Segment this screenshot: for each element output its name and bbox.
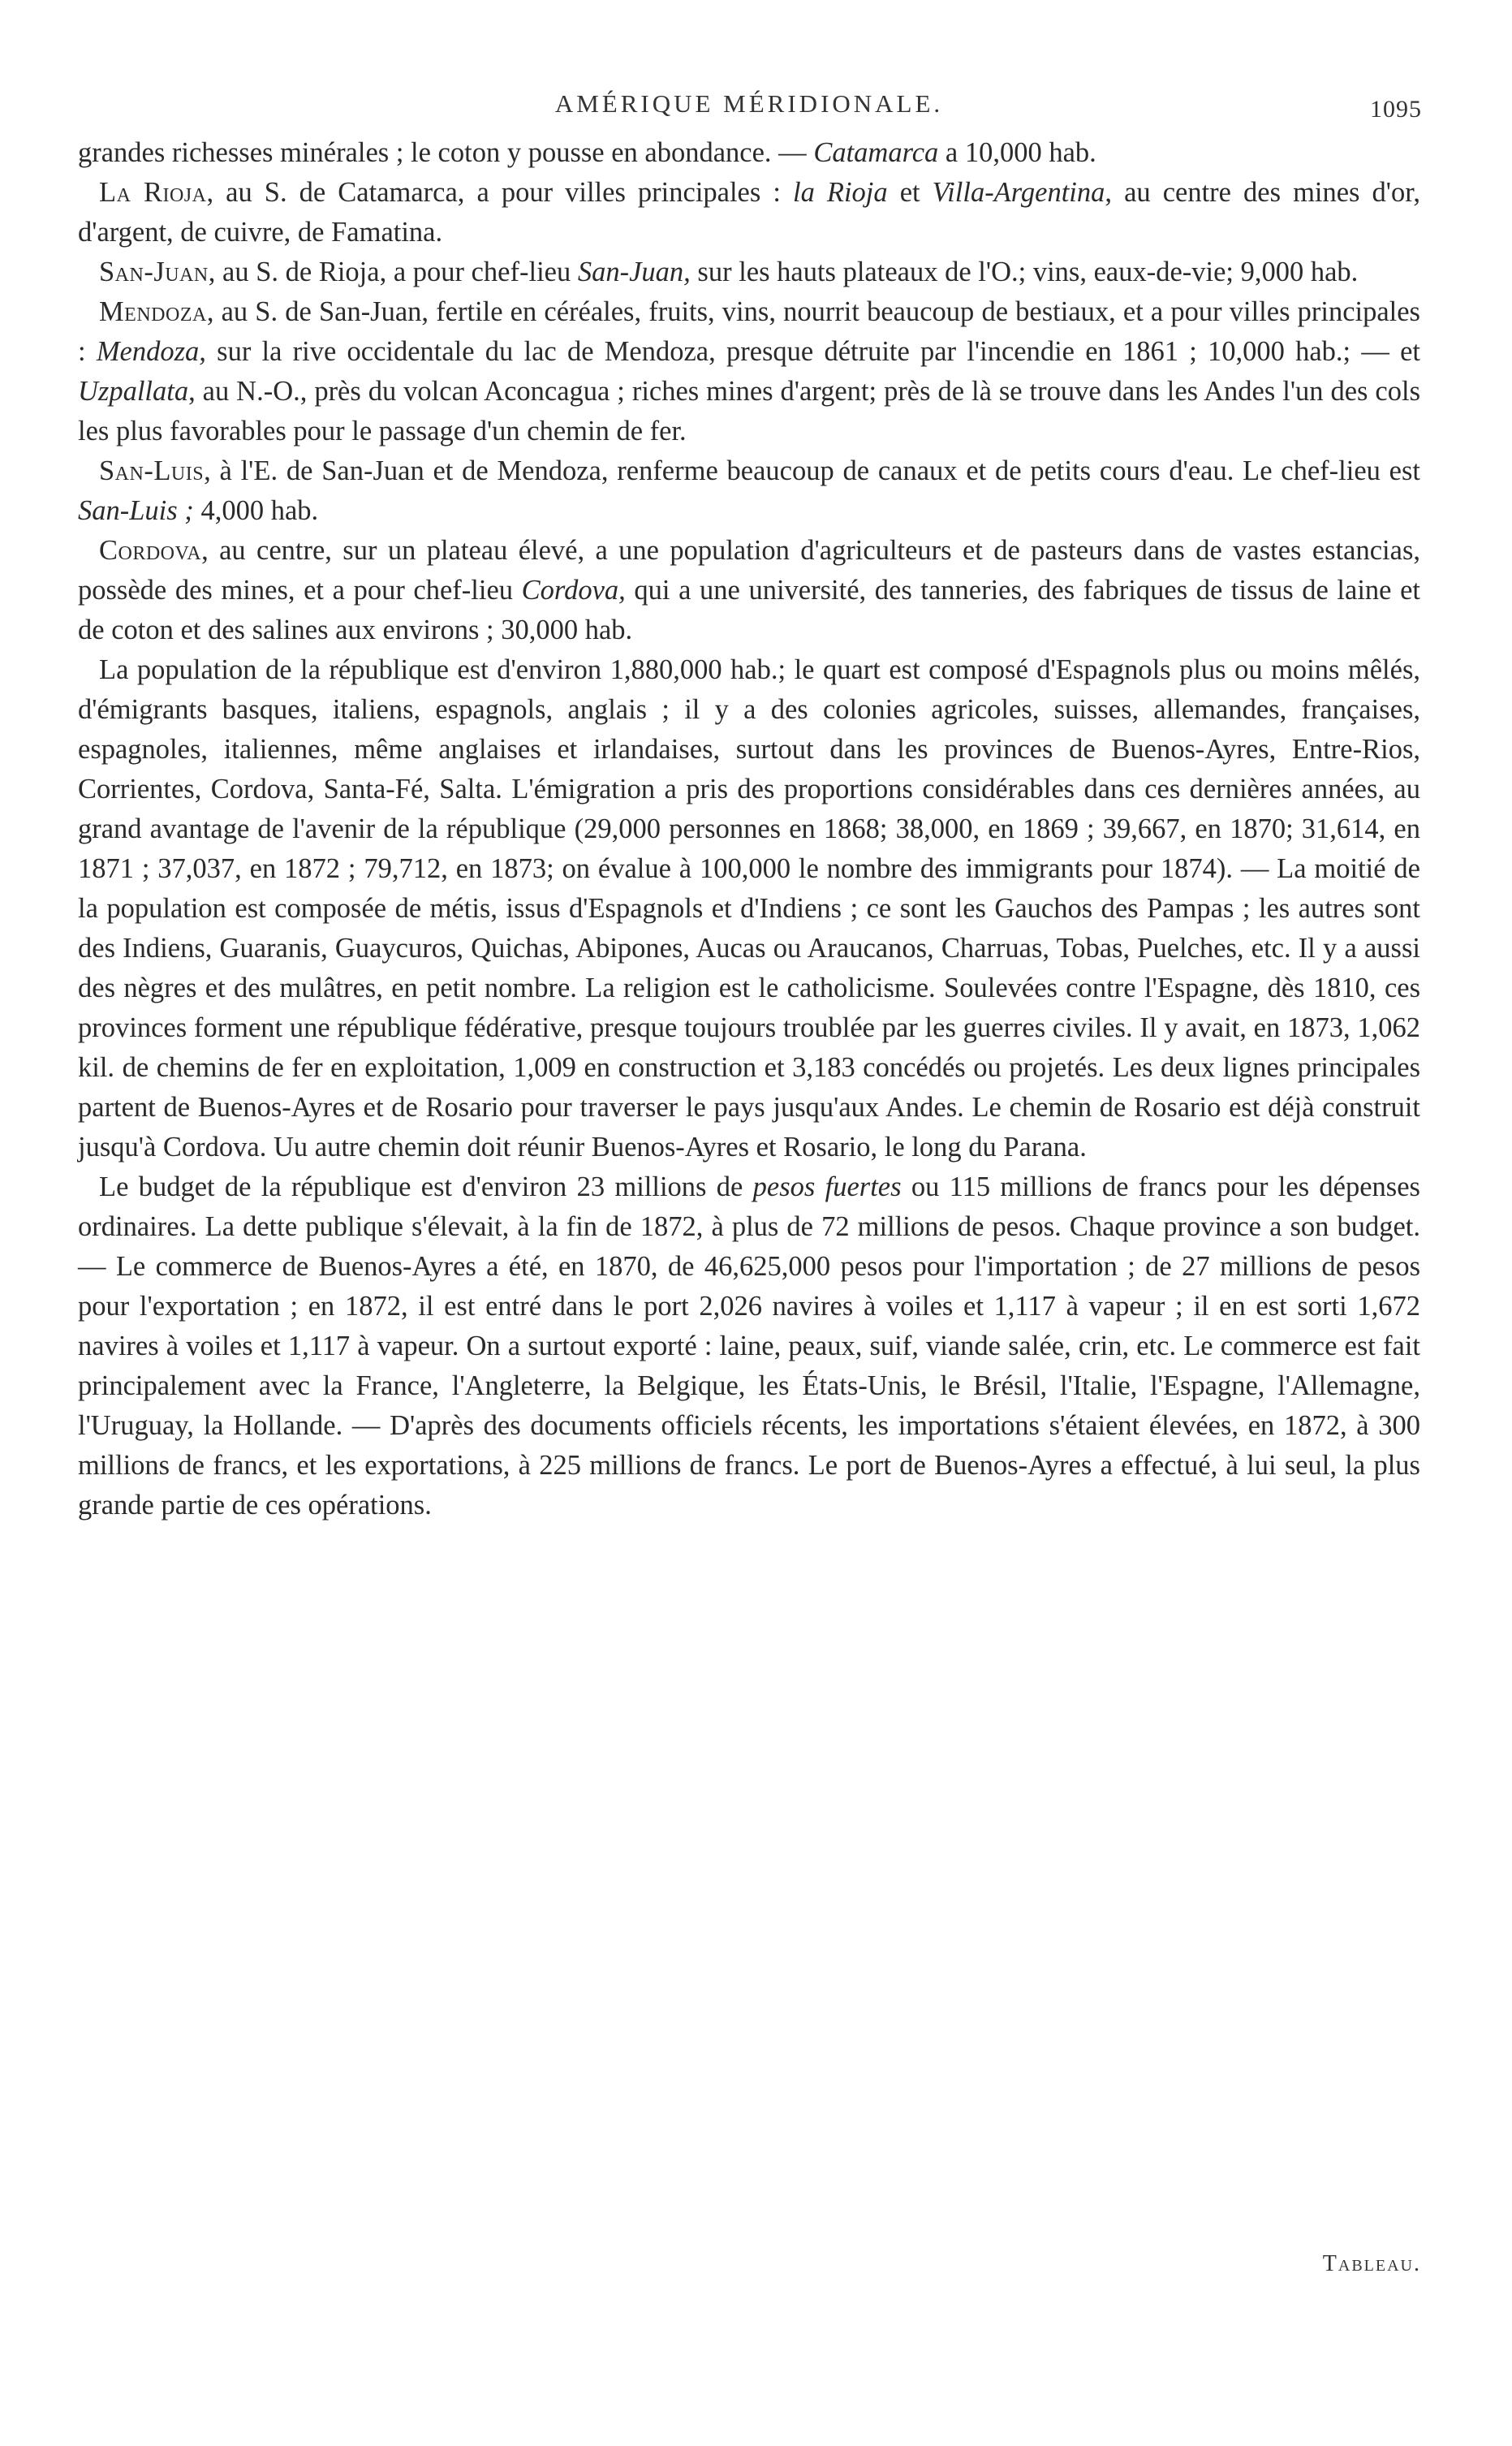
- text-run: , au N.-O., près du volcan Aconcagua ; riches mines d'argent; près de là se trouve dans les Andes l'un des cols les plus favorables pour le passage d'un chemin de fer.: [78, 376, 1420, 446]
- catchword: Tableau.: [1322, 2251, 1421, 2276]
- italic-run: Mendoza,: [96, 336, 206, 367]
- text-run: La population de la république est d'environ 1,880,000 hab.; le quart est composé d'Espagnols plus ou moins mêlés, d'émigrants basques, italiens, espagnols, anglais ; il y a des colonies agricoles, suisses, allemandes, françaises, espagnoles, italiennes, même anglaises et irlandaises, surtout dans les provinces de Buenos-Ayres, Entre-Rios, Corrientes, Cordova, Santa-Fé, Salta. L'émigration a pris des proportions considérables dans ces dernières années, au grand avantage de l'avenir de la république (29,000 personnes en 1868; 38,000, en 1869 ; 39,667, en 1870; 31,614, en 1871 ; 37,037, en 1872 ; 79,712, en 1873; on évalue à 100,000 le nombre des immigrants pour 1874). — La moitié de la population est composée de métis, issus d'Espagnols et d'Indiens ; ce sont les Gauchos des Pampas ; les autres sont des Indiens, Guaranis, Guaycuros, Quichas, Abipones, Aucas ou Araucanos, Charruas, Tobas, Puelches, etc. Il y a aussi des nègres et des mulâtres, en petit nombre. La religion est le catholicisme. Soulevées contre l'Espagne, dès 1810, ces provinces forment une république fédérative, presque toujours troublée par les guerres civiles. Il y avait, en 1873, 1,062 kil. de chemins de fer en exploitation, 1,009 en construction et 3,183 concédés ou projetés. Les deux lignes principales partent de Buenos-Ayres et de Rosario pour traverser le pays jusqu'aux Andes. Le chemin de Rosario est déjà construit jusqu'à Cordova. Uu autre chemin doit réunir Buenos-Ayres et Rosario, le long du Parana.: [78, 654, 1420, 1163]
- text-run: sur la rive occidentale du lac de Mendoza, presque détruite par l'incendie en 1861 ; 10,000 hab.; — et: [205, 336, 1420, 367]
- text-run: , au S. de San-Juan, fertile en céréales, fruits, vins, nourrit beaucoup de bestiaux, et a pour villes principales :: [78, 296, 1420, 367]
- italic-run: Uzpallata: [78, 376, 189, 407]
- province-name: La Rioja: [99, 177, 207, 208]
- paragraph: [78, 650, 1420, 1167]
- italic-run: Cordova,: [521, 575, 626, 606]
- italic-run: Catamarca: [813, 137, 939, 168]
- body-text: [78, 133, 1420, 1525]
- italic-run: San-Juan,: [577, 257, 691, 287]
- page: [78, 89, 1420, 1525]
- text-run: , au centre des mines d'or, d'argent, de cuivre, de Famatina.: [78, 177, 1420, 248]
- paragraph: [78, 531, 1420, 650]
- italic-run: pesos fuertes: [752, 1171, 902, 1202]
- paragraph: [78, 252, 1420, 292]
- text-run: grandes richesses minérales ; le coton y pousse en abondance. —: [78, 137, 814, 168]
- paragraph: [78, 451, 1420, 531]
- italic-run: Villa-Argentina: [932, 177, 1105, 208]
- province-name: Cordova: [99, 535, 202, 566]
- text-run: Le budget de la république est d'environ 23 millions de: [99, 1171, 753, 1202]
- text-run: , au S. de Rioja, a pour chef-lieu: [208, 257, 578, 287]
- text-run: , au S. de Catamarca, a pour villes principales :: [206, 177, 793, 208]
- text-run: qui a une université, des tanneries, des fabriques de tissus de laine et de coton et des salines aux environs ; 30,000 hab.: [78, 575, 1420, 645]
- text-run: sur les hauts plateaux de l'O.; vins, eaux-de-vie; 9,000 hab.: [690, 257, 1359, 287]
- page-header: [78, 89, 1420, 130]
- page-number: 1095: [1370, 96, 1422, 123]
- italic-run: la Rioja: [793, 177, 888, 208]
- paragraph: [78, 292, 1420, 451]
- italic-run: San-Luis ;: [78, 495, 194, 526]
- text-run: a 10,000 hab.: [938, 137, 1096, 168]
- text-run: ou 115 millions de francs pour les dépenses ordinaires. La dette publique s'élevait, à la fin de 1872, à plus de 72 millions de pesos. Chaque province a son budget. — Le commerce de Buenos-Ayres a été, en 1870, de 46,625,000 pesos pour l'importation ; de 27 millions de pesos pour l'exportation ; en 1872, il est entré dans le port 2,026 navires à voiles et 1,117 à vapeur ; il en est sorti 1,672 navires à voiles et 1,117 à vapeur. On a surtout exporté : laine, peaux, suif, viande salée, crin, etc. Le commerce est fait principalement avec la France, l'Angleterre, la Belgique, les États-Unis, le Brésil, l'Italie, l'Espagne, l'Allemagne, l'Uruguay, la Hollande. — D'après des documents officiels récents, les importations s'étaient élevées, en 1872, à 300 millions de francs, et les exportations, à 225 millions de francs. Le port de Buenos-Ayres a effectué, à lui seul, la plus grande partie de ces opérations.: [78, 1171, 1420, 1521]
- paragraph: [78, 1167, 1420, 1525]
- paragraph: [78, 133, 1420, 173]
- province-name: San-Juan: [99, 257, 209, 287]
- text-run: , à l'E. de San-Juan et de Mendoza, renferme beaucoup de canaux et de petits cours d'eau. Le chef-lieu est: [204, 455, 1420, 486]
- running-title: AMÉRIQUE MÉRIDIONALE.: [554, 89, 944, 118]
- paragraph: [78, 173, 1420, 252]
- province-name: San-Luis: [99, 455, 205, 486]
- text-run: et: [887, 177, 933, 208]
- text-run: , au centre, sur un plateau élevé, a une population d'agriculteurs et de pasteurs dans de vastes estancias, possède des mines, et a pour chef-lieu: [78, 535, 1420, 606]
- province-name: Mendoza: [99, 296, 207, 327]
- text-run: 4,000 hab.: [193, 495, 319, 526]
